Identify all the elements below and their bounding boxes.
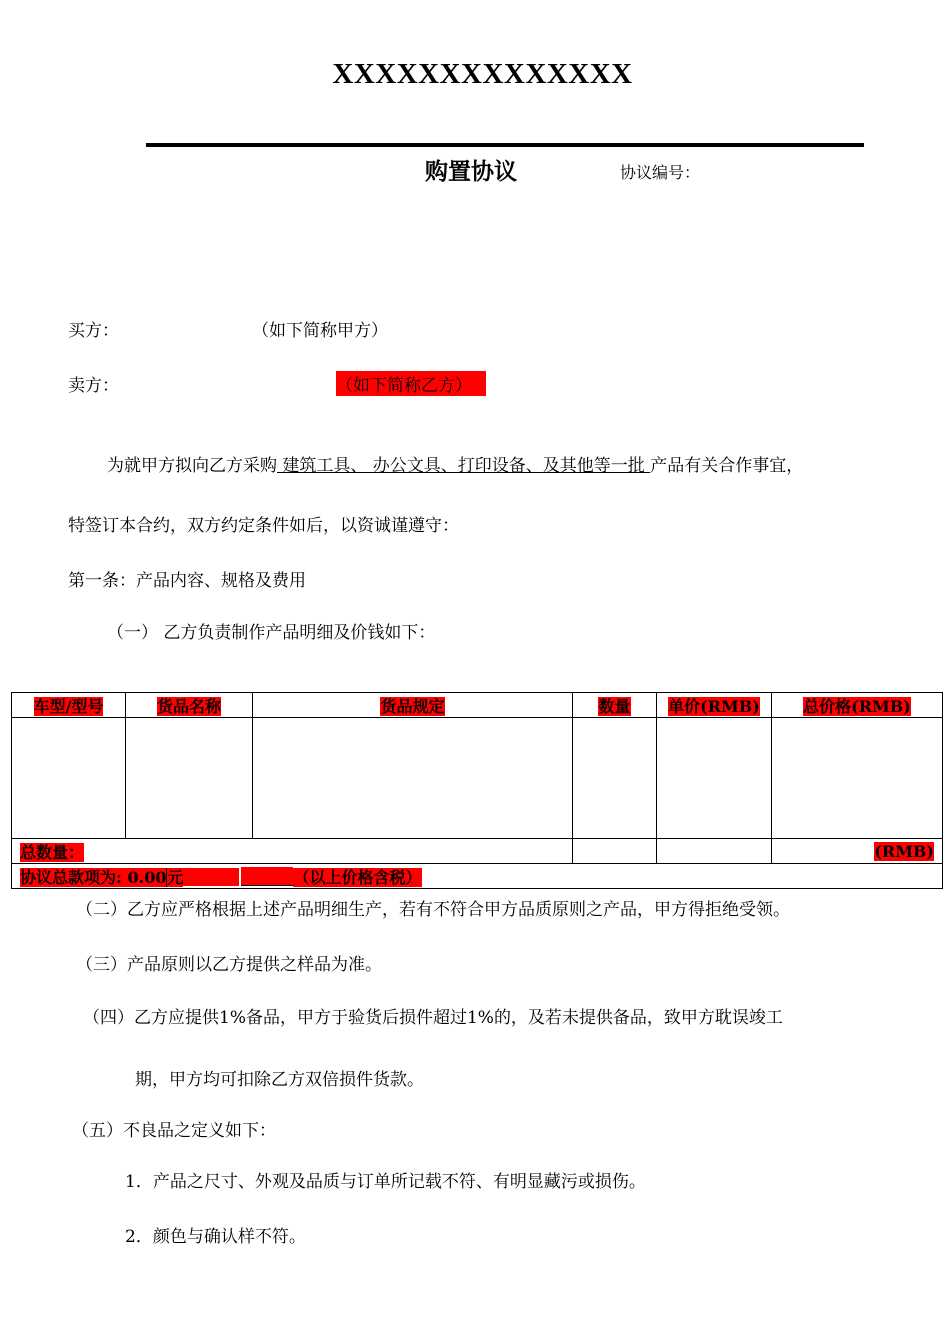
clause-3: （三）产品原则以乙方提供之样品为准。 (76, 955, 382, 975)
total-row (12, 864, 943, 889)
product-price-table (11, 692, 943, 889)
summary-row (12, 839, 943, 864)
table-cell (772, 718, 943, 839)
clause-4-line-1: （四）乙方应提供1%备品，甲方于验货后损件超过1%的，及若未提供备品，致甲方耽误竣工 (83, 1008, 783, 1028)
clause-5-item-1: 1．产品之尺寸、外观及品质与订单所记载不符、有明显藏污或损伤。 (125, 1172, 646, 1192)
col-spec-header: 货品规定 (253, 693, 573, 718)
agreement-total-unit: 元 (167, 867, 184, 887)
col-quantity-header: 数量 (573, 693, 657, 718)
agreement-total-cell (12, 864, 943, 889)
total-amount-blank (241, 867, 293, 886)
buyer-label: 买方： (68, 321, 119, 341)
total-redacted-block (183, 868, 239, 886)
article-1-item-1: （一） 乙方负责制作产品明细及价钱如下： (107, 623, 436, 643)
header-title: XXXXXXXXXXXXXX (332, 58, 633, 90)
tax-included-note: （以上价格含税） (293, 867, 422, 887)
clause-4-line-2: 期，甲方均可扣除乙方双倍损件货款。 (135, 1070, 424, 1090)
summary-unit-cell (772, 839, 943, 864)
col-unit-price-header: 单价(RMB) (657, 693, 772, 718)
table-header-row (12, 693, 943, 718)
table-cell (657, 839, 772, 864)
total-quantity-label: 总数量： (20, 842, 85, 862)
col-total-price-header: 总价格(RMB) (772, 693, 943, 718)
intro-products: 建筑工具、 办公文具、打印设备、及其他等一批 (277, 456, 651, 476)
table-cell (573, 718, 657, 839)
table-cell (253, 718, 573, 839)
buyer-note: （如下简称甲方） (252, 321, 388, 341)
clause-5-item-2: 2．颜色与确认样不符。 (125, 1227, 306, 1247)
header-divider (146, 143, 864, 147)
table-cell (573, 839, 657, 864)
intro-suffix: 产品有关合作事宜， (650, 456, 804, 476)
table-cell (12, 718, 126, 839)
seller-note: （如下简称乙方） (336, 371, 486, 396)
summary-unit: (RMB) (874, 841, 934, 861)
intro-line-1 (107, 451, 803, 476)
table-cell (126, 718, 253, 839)
intro-prefix: 为就甲方拟向乙方采购 (107, 456, 277, 476)
document-title: 购置协议 (425, 158, 517, 185)
seller-label: 卖方： (68, 376, 119, 396)
col-model-header: 车型/型号 (12, 693, 126, 718)
article-1-heading: 第一条：产品内容、规格及费用 (68, 571, 306, 591)
intro-line-2: 特签订本合约，双方约定条件如后，以资诚谨遵守： (68, 516, 459, 536)
clause-5: （五）不良品之定义如下： (72, 1121, 276, 1141)
table-cell (657, 718, 772, 839)
agreement-total-label: 协议总款项为 (20, 867, 117, 887)
total-quantity-cell (12, 839, 573, 864)
agreement-total-value: : 0.00 (116, 867, 167, 887)
table-row (12, 718, 943, 839)
agreement-number-label: 协议编号： (620, 163, 701, 182)
clause-2: （二）乙方应严格根据上述产品明细生产，若有不符合甲方品质原则之产品，甲方得拒绝受领。 (76, 900, 790, 920)
col-goods-name-header: 货品名称 (126, 693, 253, 718)
